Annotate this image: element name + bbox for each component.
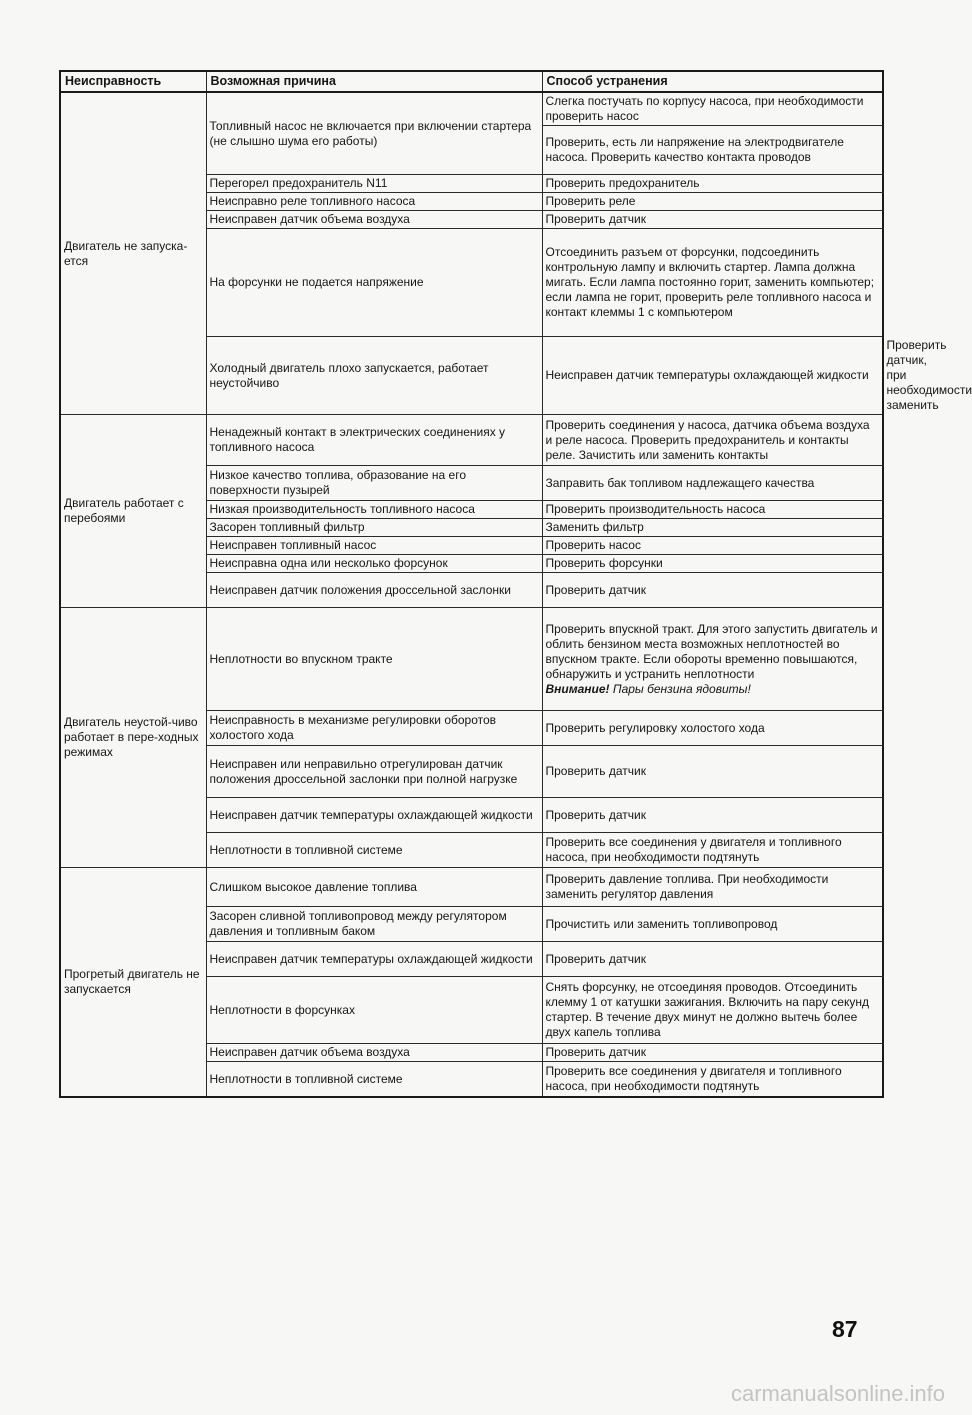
remedy-cell: Заправить бак топливом надлежащего качества bbox=[542, 466, 883, 501]
table-row bbox=[60, 608, 883, 711]
cause-cell: Засорен сливной топливопровод между регулятором давления и топливным баком bbox=[206, 907, 542, 942]
remedy-cell: Заменить фильтр bbox=[542, 519, 883, 537]
remedy-cell bbox=[542, 608, 883, 711]
table-row bbox=[60, 92, 883, 126]
remedy-cell: Проверить датчик bbox=[542, 573, 883, 608]
remedy-cell: Проверить соединения у насоса, датчика объема воздуха и реле насоса. Проверить предохранитель и контакты реле. Зачистить или заменить контакты bbox=[542, 415, 883, 466]
remedy-cell: Проверить производительность насоса bbox=[542, 501, 883, 519]
fault-cell: Двигатель работает с перебоями bbox=[60, 415, 206, 608]
warning-text: Пары бензина ядовиты! bbox=[612, 681, 751, 696]
warning-label: Внимание! bbox=[545, 681, 610, 696]
remedy-cell: Проверить датчик bbox=[542, 211, 883, 229]
remedy-cell: Проверить датчик bbox=[542, 942, 883, 977]
fault-cell: Двигатель неустой-чиво работает в пере-ходных режимах bbox=[60, 608, 206, 868]
remedy-cell: Проверить регулировку холостого хода bbox=[542, 711, 883, 746]
cause-cell: Неплотности в топливной системе bbox=[206, 1062, 542, 1098]
table-row bbox=[60, 868, 883, 907]
table-row: Холодный двигатель плохо запускается, работает неустойчиво Неисправен датчик температуры охлаждающей жидкости Проверить датчик, при необходимости заменить bbox=[60, 337, 883, 415]
remedy-text: Проверить впускной тракт. Для этого запустить двигатель и облить бензином места возможных неплотностей во впускном тракте. Если обороты временно повышаются, обнаружить и устранить неплотности bbox=[545, 621, 878, 681]
remedy-cell: Проверить давление топлива. При необходимости заменить регулятор давления bbox=[542, 868, 883, 907]
table-row bbox=[60, 415, 883, 466]
cause-cell: Неисправно реле топливного насоса bbox=[206, 193, 542, 211]
cause-cell: Неисправен датчик объема воздуха bbox=[206, 1044, 542, 1062]
remedy-cell: Слегка постучать по корпусу насоса, при необходимости проверить насос bbox=[542, 92, 883, 126]
cause-cell: Неплотности в форсунках bbox=[206, 977, 542, 1044]
remedy-cell: Отсоединить разъем от форсунки, подсоединить контрольную лампу и включить стартер. Лампа должна мигать. Если лампа постоянно горит, заменить компьютер; если лампа не горит, проверить реле топливного насоса и контакт клеммы 1 с компьютером bbox=[542, 229, 883, 337]
cause-cell: Неисправен или неправильно отрегулирован датчик положения дроссельной заслонки при полной нагрузке bbox=[206, 746, 542, 798]
table-header-row bbox=[60, 71, 883, 92]
cause-cell: Неисправен датчик температуры охлаждающей жидкости bbox=[542, 337, 883, 415]
remedy-cell: Проверить датчик bbox=[542, 1044, 883, 1062]
cause-cell: Неплотности в топливной системе bbox=[206, 833, 542, 868]
cause-cell: Слишком высокое давление топлива bbox=[206, 868, 542, 907]
cause-cell: Неисправна одна или несколько форсунок bbox=[206, 555, 542, 573]
remedy-cell: Проверить, есть ли напряжение на электродвигателе насоса. Проверить качество контакта проводов bbox=[542, 126, 883, 175]
cause-cell: Неисправен топливный насос bbox=[206, 537, 542, 555]
cause-cell: Засорен топливный фильтр bbox=[206, 519, 542, 537]
remedy-cell: Проверить все соединения у двигателя и топливного насоса, при необходимости подтянуть bbox=[542, 1062, 883, 1098]
cause-cell: Неисправен датчик объема воздуха bbox=[206, 211, 542, 229]
cause-cell: Низкая производительность топливного насоса bbox=[206, 501, 542, 519]
cause-cell: Неисправность в механизме регулировки оборотов холостого хода bbox=[206, 711, 542, 746]
cause-cell: Перегорел предохранитель N11 bbox=[206, 175, 542, 193]
watermark: carmanualsonline.info bbox=[731, 1381, 946, 1406]
cause-cell: На форсунки не подается напряжение bbox=[206, 229, 542, 337]
header-cause: Возможная причина bbox=[206, 71, 542, 92]
remedy-cell: Проверить все соединения у двигателя и топливного насоса, при необходимости подтянуть bbox=[542, 833, 883, 868]
fault-cell: Прогретый двигатель не запускается bbox=[60, 868, 206, 1098]
remedy-cell: Снять форсунку, не отсоединяя проводов. Отсоединить клемму 1 от катушки зажигания. Включить на пару секунд стартер. В течение двух минут не должно вытечь более двух капель топлива bbox=[542, 977, 883, 1044]
header-fault: Неисправность bbox=[60, 71, 206, 92]
header-remedy: Способ устранения bbox=[542, 71, 883, 92]
cause-cell: Неисправен датчик температуры охлаждающей жидкости bbox=[206, 798, 542, 833]
remedy-cell: Проверить предохранитель bbox=[542, 175, 883, 193]
cause-cell: Неплотности во впускном тракте bbox=[206, 608, 542, 711]
remedy-cell: Прочистить или заменить топливопровод bbox=[542, 907, 883, 942]
cause-cell: Неисправен датчик температуры охлаждающей жидкости bbox=[206, 942, 542, 977]
remedy-cell: Проверить насос bbox=[542, 537, 883, 555]
cause-cell: Неисправен датчик положения дроссельной заслонки bbox=[206, 573, 542, 608]
remedy-cell: Проверить датчик bbox=[542, 798, 883, 833]
diagnostics-table bbox=[59, 70, 972, 1098]
remedy-cell: Проверить датчик bbox=[542, 746, 883, 798]
cause-cell: Топливный насос не включается при включении стартера (не слышно шума его работы) bbox=[206, 92, 542, 175]
page-number: 87 bbox=[832, 1316, 858, 1342]
fault-cell: Двигатель не запуска-ется bbox=[60, 92, 206, 415]
remedy-cell: Проверить форсунки bbox=[542, 555, 883, 573]
cause-cell: Ненадежный контакт в электрических соединениях у топливного насоса bbox=[206, 415, 542, 466]
cause-cell: Низкое качество топлива, образование на его поверхности пузырей bbox=[206, 466, 542, 501]
warning-note bbox=[546, 682, 879, 697]
fault-cell: Холодный двигатель плохо запускается, работает неустойчиво bbox=[206, 337, 542, 415]
remedy-cell: Проверить реле bbox=[542, 193, 883, 211]
